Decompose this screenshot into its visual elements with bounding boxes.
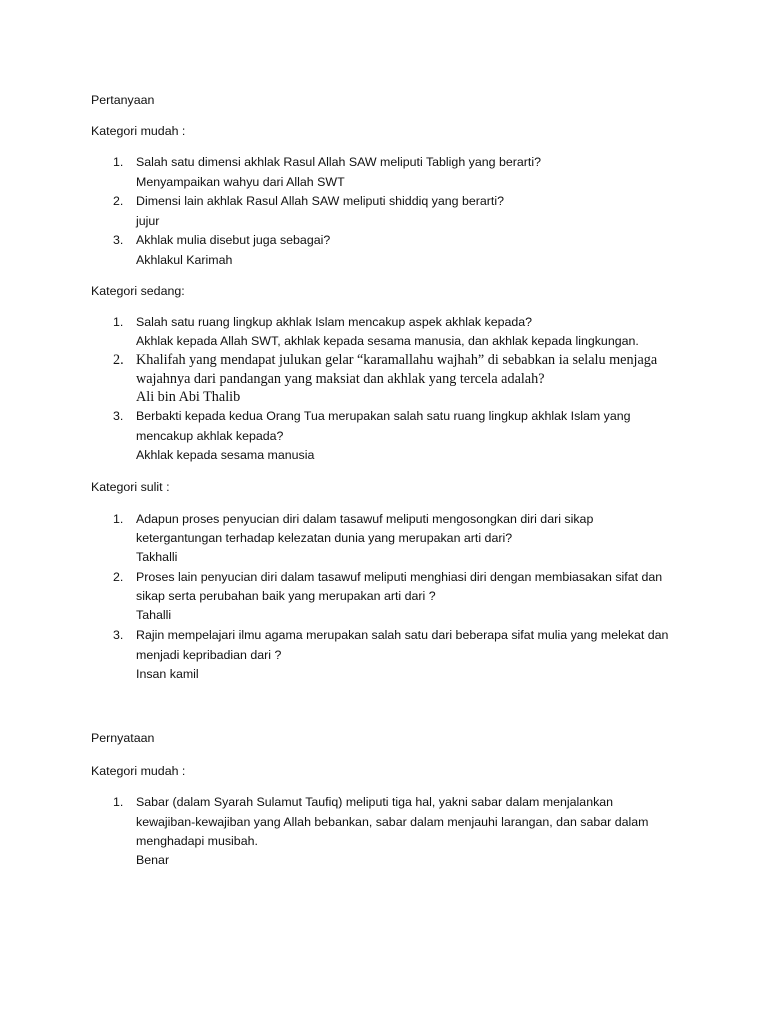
answer-text: Insan kamil <box>136 667 199 681</box>
answer-text: Akhlak kepada Allah SWT, akhlak kepada sesama manusia, dan akhlak kepada lingkungan. <box>136 334 639 348</box>
answer-text: Benar <box>136 853 170 867</box>
list-item-number: 3. <box>113 409 124 423</box>
question-text: ketergantungan terhadap kelezatan dunia yang merupakan arti dari? <box>136 531 513 545</box>
list-item-number: 2. <box>113 570 124 584</box>
section-title-pernyataan: Pernyataan <box>91 731 155 745</box>
category-label-mudah: Kategori mudah : <box>91 764 186 778</box>
list-item-number: 1. <box>113 512 124 526</box>
answer-text: Tahalli <box>136 608 172 622</box>
list-item-number: 3. <box>113 628 124 642</box>
statement-text: Sabar (dalam Syarah Sulamut Taufiq) meliputi tiga hal, yakni sabar dalam menjalankan <box>136 795 614 809</box>
statement-text: menghadapi musibah. <box>136 834 258 848</box>
question-text: mencakup akhlak kepada? <box>136 429 284 443</box>
list-item-number: 1. <box>113 795 124 809</box>
category-label-mudah: Kategori mudah : <box>91 124 186 138</box>
question-text: Adapun proses penyucian diri dalam tasawuf meliputi mengosongkan diri dari sikap <box>136 512 594 526</box>
question-text: wajahnya dari pandangan yang maksiat dan akhlak yang tercela adalah? <box>136 371 545 387</box>
question-text: Berbakti kepada kedua Orang Tua merupakan salah satu ruang lingkup akhlak Islam yang <box>136 409 631 423</box>
answer-text: Menyampaikan wahyu dari Allah SWT <box>136 175 345 189</box>
question-text: sikap serta perubahan baik yang merupakan arti dari ? <box>136 589 436 603</box>
category-label-sedang: Kategori sedang: <box>91 284 185 298</box>
question-text: Dimensi lain akhlak Rasul Allah SAW meliputi shiddiq yang berarti? <box>136 194 504 208</box>
list-item-number: 3. <box>113 233 124 247</box>
section-title-pertanyaan: Pertanyaan <box>91 93 155 107</box>
question-text: menjadi kepribadian dari ? <box>136 648 282 662</box>
list-item-number: 2. <box>113 194 124 208</box>
list-item-number: 2. <box>113 352 124 368</box>
statement-text: kewajiban-kewajiban yang Allah bebankan, sabar dalam menjauhi larangan, dan sabar dalam <box>136 815 649 829</box>
question-text: Akhlak mulia disebut juga sebagai? <box>136 233 331 247</box>
question-text: Rajin mempelajari ilmu agama merupakan salah satu dari beberapa sifat mulia yang melekat dan <box>136 628 669 642</box>
list-item-number: 1. <box>113 315 124 329</box>
answer-text: Akhlak kepada sesama manusia <box>136 448 315 462</box>
question-text: Salah satu dimensi akhlak Rasul Allah SAW meliputi Tabligh yang berarti? <box>136 155 541 169</box>
list-item-number: 1. <box>113 155 124 169</box>
category-label-sulit: Kategori sulit : <box>91 480 170 494</box>
answer-text: Takhalli <box>136 550 178 564</box>
question-text: Khalifah yang mendapat julukan gelar “karamallahu wajhah” di sebabkan ia selalu menjaga <box>136 352 658 368</box>
question-text: Proses lain penyucian diri dalam tasawuf meliputi menghiasi diri dengan membiasakan sifat dan <box>136 570 663 584</box>
answer-text: Ali bin Abi Thalib <box>136 389 241 405</box>
question-text: Salah satu ruang lingkup akhlak Islam mencakup aspek akhlak kepada? <box>136 315 533 329</box>
answer-text: Akhlakul Karimah <box>136 253 233 267</box>
answer-text: jujur <box>136 214 160 228</box>
